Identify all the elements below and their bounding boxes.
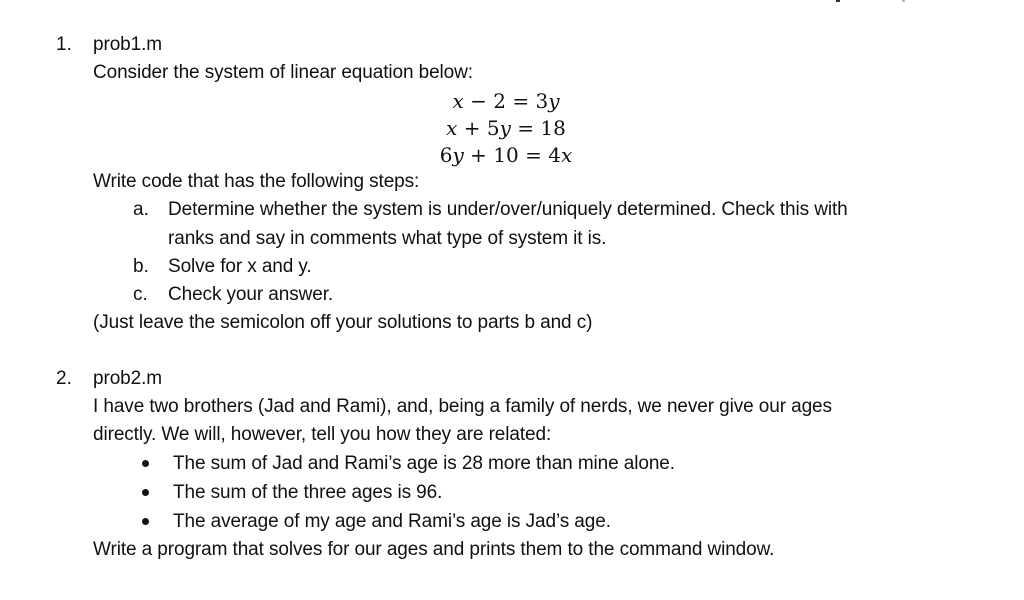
equation-variable: y [548, 89, 560, 113]
steps-intro: Write code that has the following steps: [93, 171, 420, 192]
bullet-icon [142, 489, 149, 496]
step-text: Check your answer. [168, 284, 334, 305]
problem-intro: I have two brothers (Jad and Rami), and, being a family of nerds, we never give our ages [93, 396, 832, 417]
bullet-item: The average of my age and Rami’s age is Jad’s age. [173, 511, 611, 532]
equation-variable: y [499, 116, 511, 140]
bullet-item: The sum of Jad and Rami’s age is 28 more than mine alone. [173, 453, 675, 474]
equation-text: = 18 [510, 116, 566, 140]
bullet-icon [142, 518, 149, 525]
equation-text: − 2 = 3 [463, 89, 549, 113]
equation-text: + 10 = 4 [463, 143, 561, 167]
clipped-text-fragment [836, 0, 840, 2]
equation-1 [356, 89, 656, 113]
equation-3 [356, 143, 656, 167]
problem-filename: prob2.m [93, 368, 163, 389]
equation-text: 6 [439, 143, 453, 167]
step-text-continuation: ranks and say in comments what type of system it is. [168, 228, 607, 249]
problem-number: 1. [56, 34, 72, 55]
problem-intro-continuation: directly. We will, however, tell you how they are related: [93, 424, 552, 445]
step-text: Solve for x and y. [168, 256, 312, 277]
step-marker: c. [133, 284, 148, 305]
equation-variable: x [452, 89, 464, 113]
problem-number: 2. [56, 368, 72, 389]
equation-variable: x [560, 143, 573, 167]
equation-text: + 5 [457, 116, 500, 140]
step-marker: a. [133, 199, 149, 220]
bullet-icon [142, 460, 149, 467]
problem-closing: Write a program that solves for our ages and prints them to the command window. [93, 539, 775, 560]
equation-variable: y [452, 143, 464, 167]
equation-variable: x [446, 116, 458, 140]
equation-2 [356, 116, 656, 140]
bullet-item: The sum of the three ages is 96. [173, 482, 443, 503]
step-marker: b. [133, 256, 149, 277]
problem-filename: prob1.m [93, 34, 163, 55]
clipped-text-fragment [902, 0, 905, 2]
step-text: Determine whether the system is under/over/uniquely determined. Check this with [168, 199, 848, 220]
problem-intro: Consider the system of linear equation below: [93, 62, 473, 83]
problem-note: (Just leave the semicolon off your solutions to parts b and c) [93, 312, 593, 333]
